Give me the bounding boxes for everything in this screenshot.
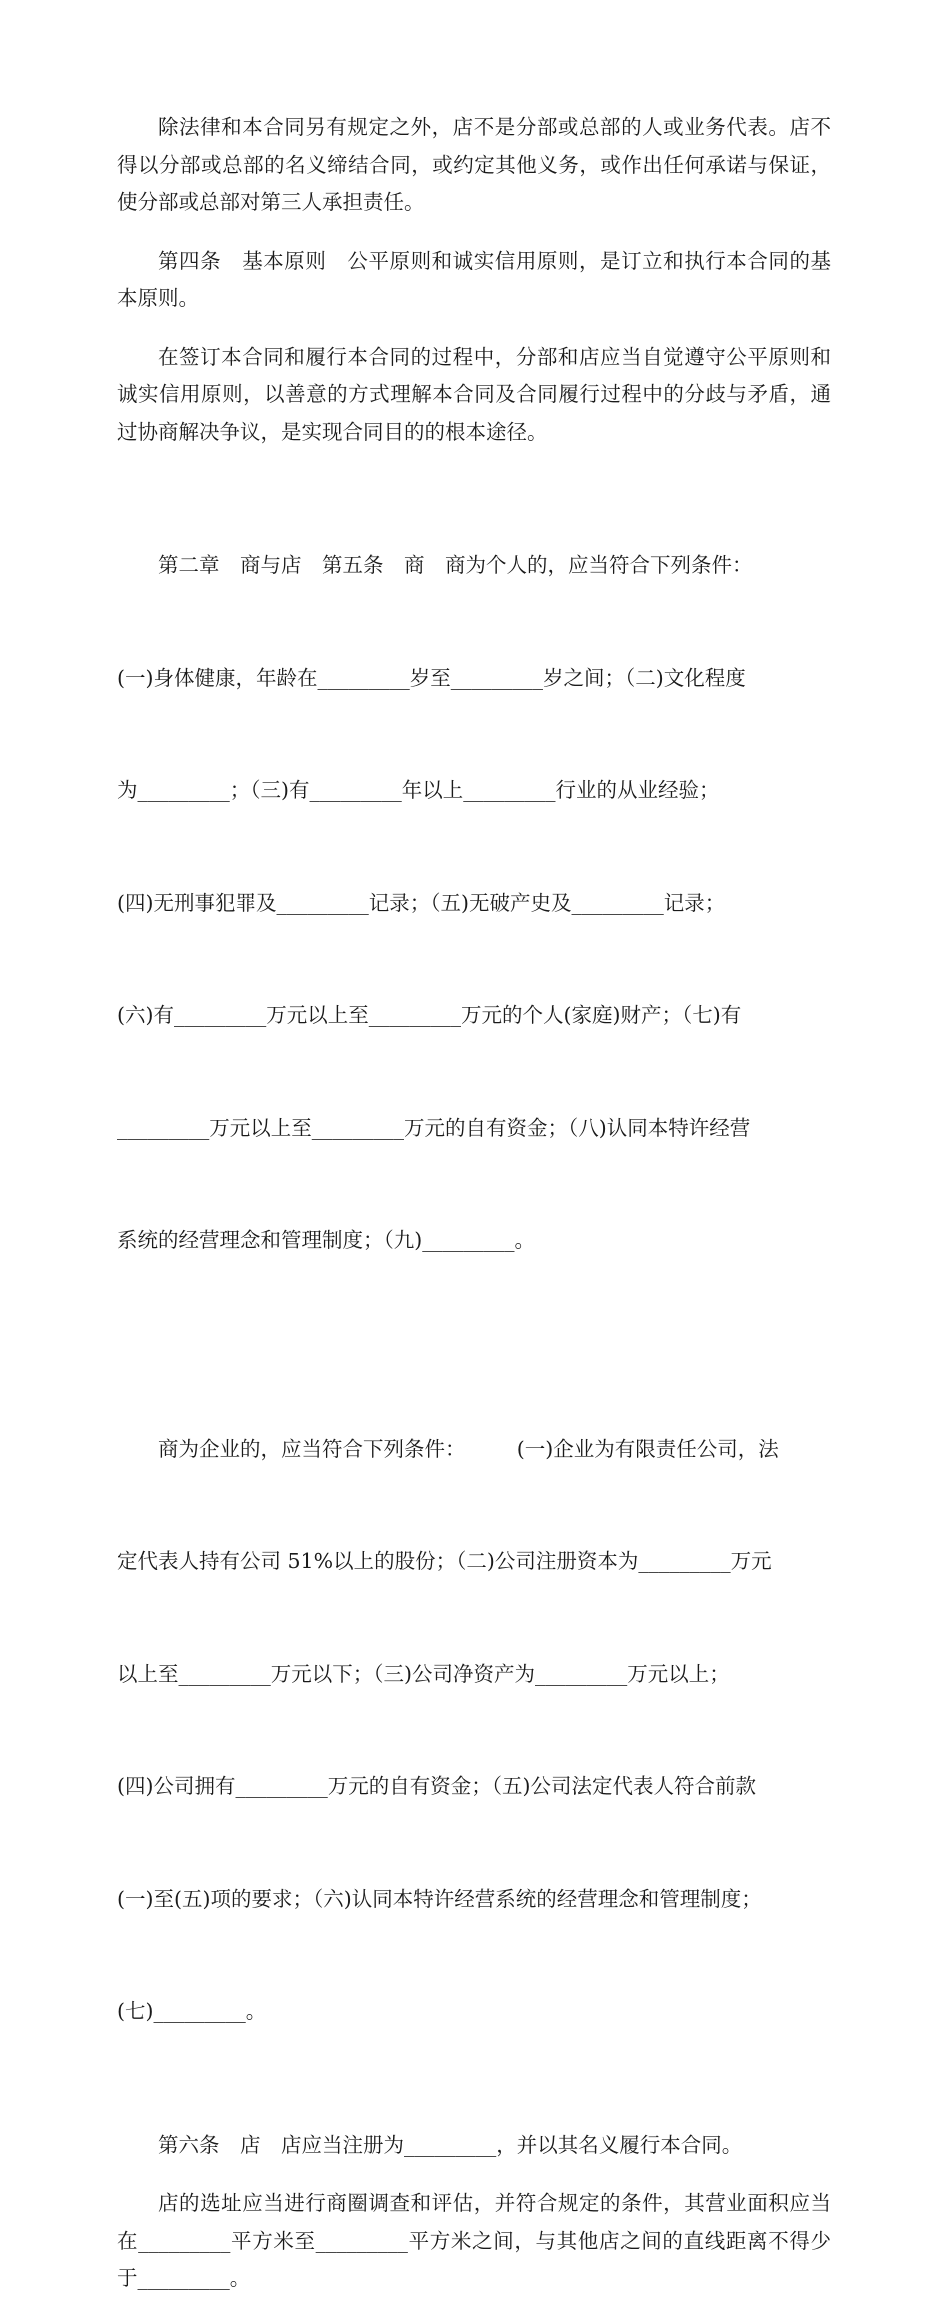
condition-line: 为_________；（三)有_________年以上_________行业的从业经验； <box>117 778 720 802</box>
condition-line: (四)无刑事犯罪及_________记录；（五)无破产史及_________记录； <box>117 890 726 915</box>
chapter-2-individual-conditions <box>117 472 831 1335</box>
condition-line: (四)公司拥有_________万元的自有资金；（五)公司法定代表人符合前款 <box>117 1774 756 1798</box>
condition-line: (七)_________。 <box>117 1999 267 2023</box>
document-body <box>117 109 831 2319</box>
condition-line: (六)有_________万元以上至_________万元的个人(家庭)财产；（七)有 <box>117 1003 742 1027</box>
paragraph-article-6: 第六条 店 店应当注册为_________，并以其名义履行本合同。 <box>158 2132 743 2157</box>
enterprise-first-line: 商为企业的，应当符合下列条件： (一)企业为有限责任公司，法 <box>158 1436 779 1461</box>
enterprise-conditions <box>117 1356 831 2106</box>
condition-line: (一)身体健康，年龄在_________岁至_________岁之间；（二)文化程度 <box>117 665 746 690</box>
condition-line: 定代表人持有公司 51%以上的股份；（二)公司注册资本为_________万元 <box>117 1549 772 1573</box>
paragraph-article-4: 第四条 基本原则 公平原则和诚实信用原则，是订立和执行本合同的基本原则。 <box>117 248 831 310</box>
condition-line: _________万元以上至_________万元的自有资金；（八)认同本特许经营 <box>117 1115 751 1140</box>
chapter-2-heading: 第二章 商与店 第五条 商 商为个人的，应当符合下列条件： <box>158 553 753 577</box>
paragraph-site-selection: 店的选址应当进行商圈调查和评估，并符合规定的条件，其营业面积应当在_________平方米至_________平方米之间，与其他店之间的直线距离不得少于_________。 <box>117 2191 831 2290</box>
paragraph-good-faith: 在签订本合同和履行本合同的过程中，分部和店应当自觉遵守公平原则和诚实信用原则，以善意的方式理解本合同及合同履行过程中的分歧与矛盾，通过协商解决争议，是实现合同目的的根本途径。 <box>117 344 831 444</box>
condition-line: 系统的经营理念和管理制度；（九)_________。 <box>117 1228 535 1252</box>
condition-line: 以上至_________万元以下；（三)公司净资产为_________万元以上； <box>117 1661 730 1686</box>
condition-line: (一)至(五)项的要求；（六)认同本特许经营系统的经营理念和管理制度； <box>117 1886 762 1911</box>
paragraph-agency-limits: 除法律和本合同另有规定之外，店不是分部或总部的人或业务代表。店不得以分部或总部的名义缔结合同，或约定其他义务，或作出任何承诺与保证，使分部或总部对第三人承担责任。 <box>117 115 831 214</box>
